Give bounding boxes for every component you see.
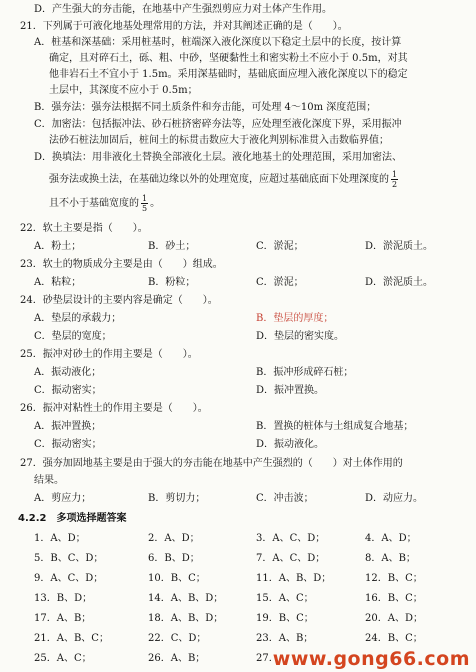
q25-option-c: C．振动密实； — [34, 385, 102, 396]
q24-option-c: C．垫层的宽度； — [34, 331, 112, 342]
answer-item: 21．A、B、C； — [34, 633, 109, 644]
q21-option-c-line2: 法砂石桩法加固后，桩间土的标贯击数应大于液化判别标准贯入击数临界值； — [49, 135, 389, 146]
q22-option-c: C．淤泥； — [256, 241, 304, 252]
q21-option-d-line2-text: 强夯法或换土法，在基础边缘以外的处理宽度，应超过基础底面下处理深度的 — [49, 174, 389, 185]
answer-item: 26．A、B； — [148, 653, 206, 664]
q20-option-d: D．产生强大的夯击能，在地基中产生强烈剪应力对土体产生作用。 — [34, 4, 333, 15]
answer-item: 16．B、C； — [365, 593, 423, 604]
q21-option-a-line3: 他非岩石土不宜小于 1.5m。采用深基础时，基础底面应埋入液化深度以下的稳定 — [49, 69, 408, 80]
answer-item: 27． — [256, 653, 279, 664]
q27-stem-line2: 结果。 — [34, 475, 64, 486]
q27-option-c: C．冲击波； — [256, 493, 314, 504]
answer-item: 14．A、B、D； — [148, 593, 224, 604]
answer-item: 1．A、D； — [34, 533, 86, 544]
q24-option-b: B．垫层的厚度； — [256, 313, 334, 324]
answer-item: 25．A、C； — [34, 653, 92, 664]
q27-option-a: A．剪应力； — [34, 493, 92, 504]
answer-item: 4．A、D； — [365, 533, 417, 544]
q24-option-a: A．垫层的承载力； — [34, 313, 122, 324]
q21-option-a-line2: 确定，且对碎石土，砾、粗、中砂，坚硬黏性土和密实粉土不应小于 0.5m，对其 — [49, 53, 408, 64]
answer-item: 7．A、C、D； — [256, 553, 326, 564]
answer-item: 13．B、D； — [34, 593, 93, 604]
q21-option-d-line3-text: 且不小于基础宽度的 — [49, 198, 139, 209]
q23-option-c: C．淤泥； — [256, 277, 304, 288]
q25-option-b: B．振冲形成碎石桩； — [256, 367, 354, 378]
q24-option-d: D．垫层的密实度。 — [256, 331, 345, 342]
answer-item: 18．A、B、D； — [148, 613, 224, 624]
answer-item: 11．A、B、D； — [256, 573, 332, 584]
q22-option-d: D．淤泥质土。 — [365, 241, 434, 252]
q22-stem: 22．软土主要是指（ ）。 — [20, 223, 148, 234]
answer-item: 15．A、C； — [256, 593, 314, 604]
q21-option-c-line1: C．加密法：包括振冲法、砂石桩挤密碎夯法等，应处理至液化深度下界，采用振冲 — [34, 119, 402, 130]
answer-item: 12．B、C； — [365, 573, 423, 584]
q26-option-b: B．置换的桩体与土组成复合地基； — [256, 421, 414, 432]
answer-item: 2．A、D； — [148, 533, 200, 544]
q25-option-d: D．振冲置换。 — [256, 385, 325, 396]
q21-option-d-line1: D．换填法：用非液化土替换全部液化土层。液化地基土的处理范围，采用加密法、 — [34, 152, 403, 163]
q25-stem: 25．振冲对砂土的作用主要是（ ）。 — [20, 349, 198, 360]
q26-stem: 26．振冲对粘性土的作用主要是（ ）。 — [20, 403, 208, 414]
q21-stem: 21．下列属于可液化地基处理常用的方法，并对其阐述正确的是（ ）。 — [20, 21, 348, 32]
q23-option-a: A．粘粒； — [34, 277, 82, 288]
q21-option-d-line3: 且不小于基础宽度的 $\frac{1}{5}$ 。 — [49, 194, 161, 213]
answer-item: 19．B、C； — [256, 613, 314, 624]
answer-item: 23．A、B； — [256, 633, 314, 644]
q27-stem-line1: 27．强夯加固地基主要是由于强大的夯击能在地基中产生强烈的（ ）对土体作用的 — [20, 458, 403, 469]
q21-option-a-line4: 土层中，其深度不应小于 0.5m； — [49, 85, 198, 96]
answer-item: 5．B、C、D； — [34, 553, 104, 564]
q26-option-c: C．振动密实； — [34, 439, 102, 450]
q21-option-d-line2 — [49, 170, 400, 189]
answer-item: 3．A、C、D； — [256, 533, 326, 544]
answer-item: 6．B、D； — [148, 553, 200, 564]
answer-item: 17．A、B； — [34, 613, 92, 624]
watermark: www.gong66.com — [272, 648, 470, 670]
answer-item: 10．B、C； — [148, 573, 206, 584]
answer-item: 24．B、C； — [365, 633, 423, 644]
q21-option-b: B．强夯法：强夯法根据不同土质条件和夯击能，可处理 4～10m 深度范围； — [34, 102, 377, 113]
q23-option-d: D．淤泥质土。 — [365, 277, 434, 288]
section-heading: 4.2.2 多项选择题答案 — [18, 513, 127, 524]
q21-option-a-line1: A．桩基和深基础：采用桩基时，桩端深入液化深度以下稳定土层中的长度，按计算 — [34, 37, 402, 48]
answer-item: 9．A、C、D； — [34, 573, 104, 584]
q27-option-d: D．动应力。 — [365, 493, 424, 504]
q26-option-d: D．振动液化。 — [256, 439, 325, 450]
answer-item: 22．C、D； — [148, 633, 207, 644]
q26-option-a: A．振冲置换； — [34, 421, 102, 432]
q22-option-a: A．粉土； — [34, 241, 82, 252]
q23-option-b: B．粉粒； — [148, 277, 196, 288]
q23-stem: 23．软土的物质成分主要是由（ ）组成。 — [20, 259, 223, 270]
q27-option-b: B．剪切力； — [148, 493, 206, 504]
answer-item: 8．A、B； — [365, 553, 416, 564]
q24-stem: 24．砂垫层设计的主要内容是确定（ ）。 — [20, 295, 218, 306]
q22-option-b: B．砂土； — [148, 241, 196, 252]
fraction-one-fifth: $\frac{1}{5}$ — [142, 194, 148, 213]
fraction-one-half: $\frac{1}{2}$ — [392, 170, 398, 189]
answer-item: 20．A、D； — [365, 613, 423, 624]
q25-option-a: A．振动液化； — [34, 367, 102, 378]
